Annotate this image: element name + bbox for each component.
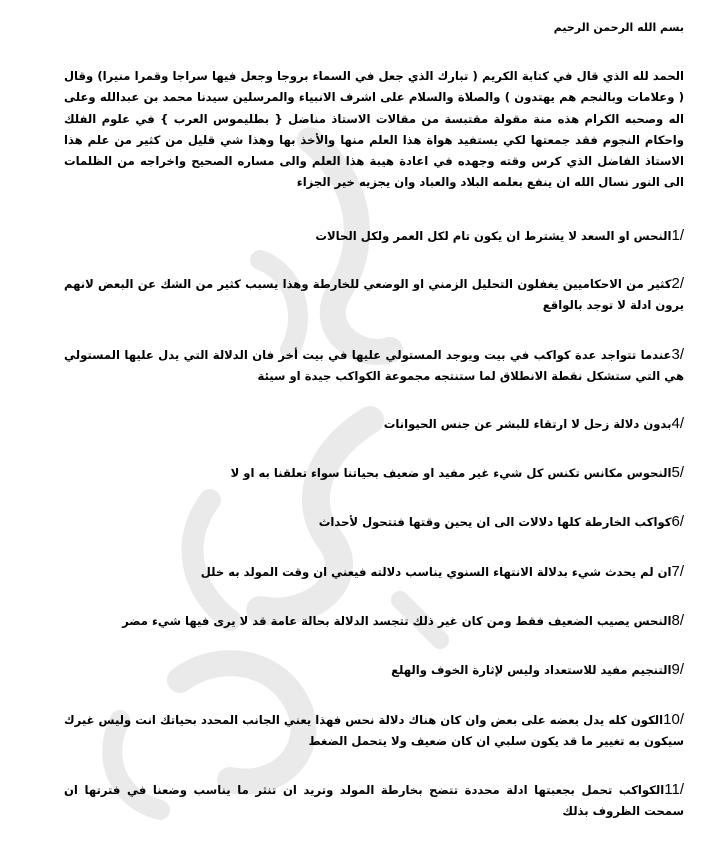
point-text: الكواكب تحمل بجعبتها ادلة محددة تتضح بخارطة المولد وتريد ان تنثر ما يناسب وضعنا في فترتها ان سمحت الظروف بذلك <box>64 783 684 819</box>
point-number: /10 <box>663 711 684 728</box>
point-text: ان لم يحدث شيء بدلالة الانتهاء السنوي يناسب دلالته فيعني ان وقت المولد به خلل <box>200 565 672 579</box>
point-text: النحس او السعد لا يشترط ان يكون تام لكل العمر ولكل الحالات <box>315 229 672 243</box>
point-number: /8 <box>671 612 684 629</box>
point-number: /7 <box>671 563 684 580</box>
bismillah-heading: بسم الله الرحمن الرحيم <box>553 21 684 34</box>
point-text: كثير من الاحكاميين يغفلون التحليل الزمني او الوضعي للخارطة وهذا يسبب كثير من الشك عن البعض لانهم يرون ادلة لا توجد بالواقع <box>64 277 684 313</box>
point-11 <box>64 779 684 823</box>
point-8 <box>64 610 684 632</box>
point-10 <box>64 709 684 753</box>
intro-paragraph: الحمد لله الذي قال في كتابة الكريم ( تبارك الذي جعل في السماء بروجا وجعل فيها سراجا وقمرا منيرا) وقال ( وعلامات وبالنجم هم يهتدون ) والصلاة والسلام على اشرف الانبياء والمرسلين سيدنا محمد بن عبدالله وعلى اله وصحبه الكرام هذه منة مقولة مقتبسة من مقالات الاستاذ مناضل { بطليموس العرب } في علوم الفلك واحكام النجوم فقد جمعتها لكي يستفيد هواة هذا العلم منها والأخذ بها وهذا شي قليل من كثير من علم هذا الاستاذ الفاضل الذي كرس وقته وجهده في اعادة هيبة هذا العلم والى مساره الصحيح واخراجه من الظلمات الى النور نسال الله ان ينفع بعلمه البلاد والعباد وان يجزيه خير الجزاء <box>64 69 684 190</box>
point-text: عندما تتواجد عدة كواكب في بيت ويوجد المستولي عليها في بيت أخر فان الدلالة التي يدل عليها المستولي هي التي ستشكل نقطة الانطلاق لما ستنتجه مجموعة الكواكب جيدة او سيئة <box>64 348 684 384</box>
point-text: بدون دلالة زحل لا ارتقاء للبشر عن جنس الحيوانات <box>383 417 672 431</box>
point-number: /4 <box>671 415 684 432</box>
point-number: /5 <box>671 464 684 481</box>
point-9 <box>64 659 684 681</box>
point-text: النحوس مكانس تكنس كل شيء غير مفيد او ضعيف بحياتنا سواء تعلقنا به او لا <box>230 466 672 480</box>
point-text: التنجيم مفيد للاستعداد وليس لإثارة الخوف والهلع <box>391 663 672 677</box>
point-text: كواكب الخارطة كلها دلالات الى ان يحين وقتها فتتحول لأحداث <box>318 515 672 529</box>
point-7 <box>64 561 684 583</box>
point-5 <box>64 462 684 484</box>
point-4 <box>64 413 684 435</box>
point-number: /1 <box>671 227 684 244</box>
point-number: /6 <box>671 513 684 530</box>
point-text: الكون كله يدل بعضه على بعض وان كان هناك دلالة نحس فهذا يعني الجانب المحدد بحياتك انت وليس غيرك سيكون به تغيير ما قد يكون سلبي ان كان ضعيف ولا يتحمل الضغط <box>64 713 684 749</box>
point-text: النحس يصيب الضعيف فقط ومن كان غير ذلك تتجسد الدلالة بحالة عامة قد لا يرى فيها شيء مضر <box>122 614 672 628</box>
point-6 <box>64 511 684 533</box>
point-number: /9 <box>671 661 684 678</box>
point-3 <box>64 344 684 388</box>
point-2 <box>64 273 684 317</box>
point-number: /3 <box>671 346 684 363</box>
point-number: /11 <box>664 781 684 798</box>
point-number: /2 <box>671 275 684 292</box>
point-1 <box>64 225 684 247</box>
